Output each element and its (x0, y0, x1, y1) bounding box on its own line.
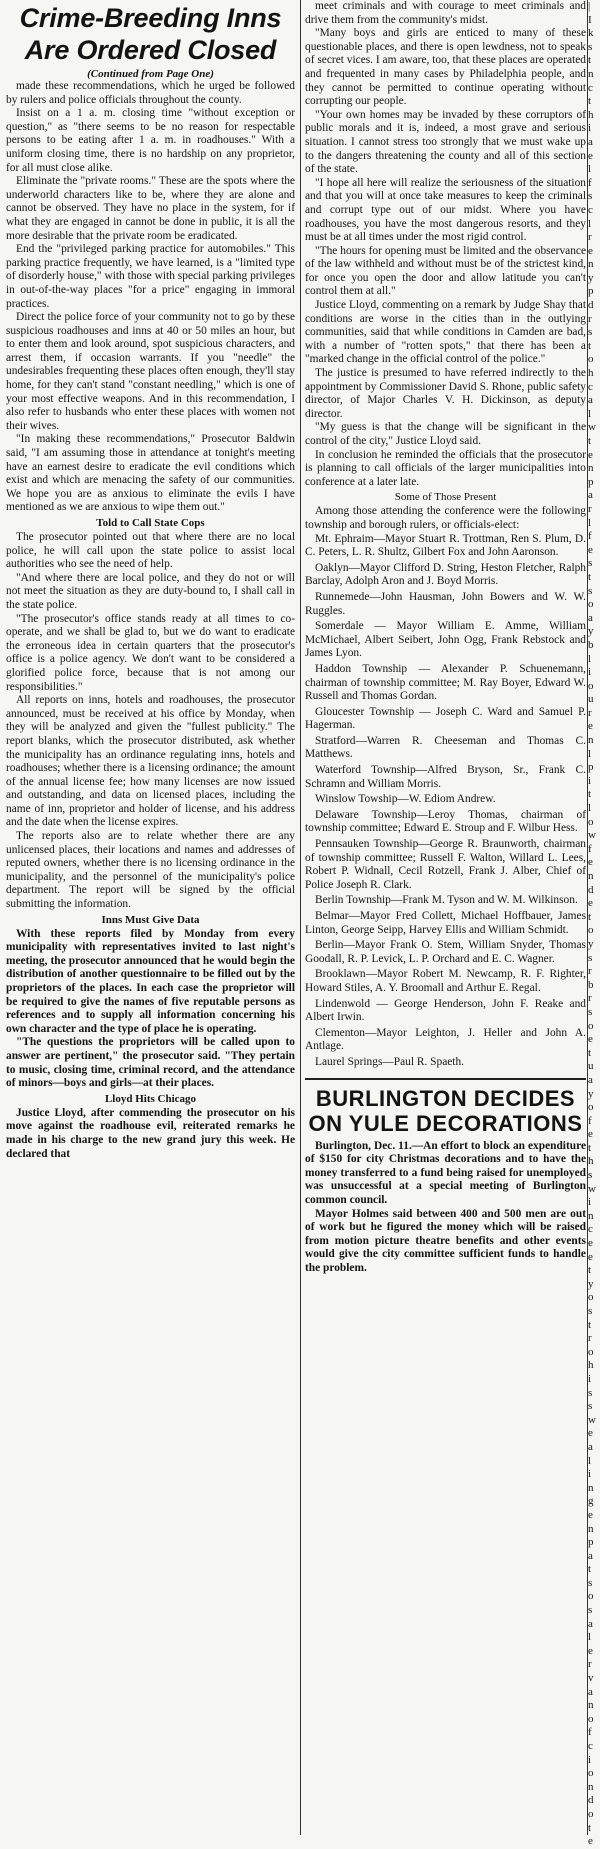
adjacent-letter: c (588, 203, 593, 216)
attendee-entry: Haddon Township — Alexander P. Schuenemann, chairman of township committee; M. Ray Boyer, Edward W. Russell and Thomas Gordan. (305, 662, 586, 703)
adjacent-column-fragment (588, 0, 598, 1848)
adjacent-letter: e (588, 1250, 593, 1263)
article-paragraph: Insist on a 1 a. m. closing time "without exception or question," as "there seems to be no reason for respectable persons to be eating after 1 a. m. in roadhouses." With a uniform closing time, there is no hardship on any proprietor, for all must close alike. (6, 107, 295, 174)
adjacent-letter: | (588, 0, 591, 12)
adjacent-letter: s (588, 1305, 593, 1317)
attendee-entry: Berlin Township—Frank M. Tyson and W. M. Wilkinson. (315, 894, 578, 907)
adjacent-letter: e (588, 543, 593, 556)
adjacent-letter: e (588, 720, 593, 733)
adjacent-letter: a (588, 1617, 593, 1630)
adjacent-letter: o (588, 1712, 594, 1725)
adjacent-letter: s (588, 951, 593, 964)
adjacent-letter: t (588, 1318, 592, 1331)
adjacent-letter: i (588, 666, 592, 679)
adjacent-letter: y (588, 271, 594, 284)
adjacent-letter: t (588, 54, 592, 67)
adjacent-letter: t (588, 1563, 592, 1576)
present-intro: Among those attending the conference were the following township and borough rulers, or officials-elect: (305, 505, 586, 531)
article-paragraph-bold: Justice Lloyd, after commending the prosecutor on his move against the roadhouse evil, reiterated remarks he made in his charge to the new grand jury this week. He declared that (6, 1106, 295, 1160)
attendee-entry: Clementon—Mayor Leighton, J. Heller and John A. Antlage. (305, 1026, 586, 1053)
adjacent-letter: s (588, 190, 593, 203)
adjacent-letter: y (588, 1277, 594, 1290)
adjacent-letter: e (588, 149, 593, 162)
adjacent-letter: t (588, 788, 592, 801)
adjacent-letter: f (588, 1726, 592, 1739)
adjacent-letter: e (588, 1835, 593, 1848)
adjacent-letter: y (588, 1087, 594, 1100)
adjacent-letter: s (588, 1604, 593, 1617)
adjacent-letter: h (588, 367, 594, 380)
left-paragraph-group-2 (6, 531, 295, 912)
adjacent-letter: e (588, 1427, 593, 1440)
continued-note: (Continued from Page One) (87, 68, 214, 80)
adjacent-letter: o (588, 1019, 594, 1032)
adjacent-letter: c (588, 380, 593, 393)
adjacent-letter: t (588, 1821, 592, 1834)
left-paragraph-group (6, 80, 295, 515)
article-paragraph: The justice is presumed to have referred indirectly to the appointment by Commissioner David S. Rhone, public safety director, of Major Charles V. H. Dickinson, as deputy director. (305, 367, 586, 420)
adjacent-letter: n (588, 870, 594, 882)
adjacent-letter: l (588, 802, 592, 815)
attendee-entry: Belmar—Mayor Fred Collett, Michael Hoffbauer, James Linton, George Seipp, Harvey Ellis and William Schmidt. (305, 910, 586, 936)
adjacent-letter: s (588, 1386, 593, 1399)
adjacent-letter: n (588, 1780, 594, 1793)
adjacent-letter: o (588, 1291, 594, 1304)
burlington-paragraph-group (305, 1140, 586, 1276)
left-bold-paragraph-group (6, 928, 295, 1091)
article-paragraph: "Your own homes may be invaded by these corruptors of public morals and it is, indeed, a most grave and serious situation. I cannot stress too strongly that we must wake up to the dangers threatening the county and all of this section of the state. (305, 108, 586, 176)
adjacent-letter: p (588, 761, 594, 774)
adjacent-letter: s (588, 1005, 593, 1018)
adjacent-letter: y (588, 625, 594, 638)
subhead-state-cops: Told to Call State Cops (96, 517, 205, 529)
adjacent-letter: u (588, 693, 594, 706)
adjacent-letter: l (588, 407, 592, 420)
adjacent-letter: v (588, 1672, 594, 1685)
adjacent-letter: n (588, 734, 594, 747)
article-paragraph: Eliminate the "private rooms." These are the spots where the underworld characters like to be, where they are alone and cannot be observed. They have no place in the system, for if what they are engaged in cannot be done in public, it is all the more desirable that the private room be eradicated. (6, 175, 295, 242)
article-paragraph: End the "privileged parking practice for automobiles." This parking practice frequently, we have learned, is a "limited type of disorderly house," with those with special parking privileges in out-of-the-way places "for a price" engaging in immoral practices. (6, 243, 295, 310)
adjacent-letter: a (588, 394, 593, 407)
adjacent-letter: s (588, 326, 593, 339)
attendee-entry: Lindenwold — George Henderson, John F. Reake and Albert Irwin. (305, 997, 586, 1024)
attendee-entry: Berlin—Mayor Frank O. Stem, William Snyder, Thomas Goodall, R. P. Levick, L. P. Orchard and E. C. Wagner. (305, 939, 586, 965)
article-paragraph: "The hours for opening must be limited and the observance of the law withheld and without must be of the strictest kind, for once you open the door and allow latitude you can't control them at all." (305, 244, 586, 298)
adjacent-letter: s (588, 584, 593, 597)
attendee-entry: Runnemede—John Hausman, John Bowers and W. W. Ruggles. (305, 590, 586, 617)
adjacent-letter: o (588, 598, 594, 611)
adjacent-letter: a (588, 1440, 593, 1453)
headline-line-1: Crime-Breeding Inns (19, 3, 282, 33)
article-paragraph: "My guess is that the change will be significant in the control of the city," Justice Lloyd said. (305, 421, 586, 447)
adjacent-letter: w (588, 829, 596, 842)
adjacent-letter: r (588, 502, 592, 515)
middle-column (305, 0, 586, 1275)
adjacent-letter: b (588, 978, 594, 991)
adjacent-letter: r (588, 231, 592, 244)
adjacent-letter: f (588, 530, 592, 543)
adjacent-letter: k (588, 27, 594, 40)
adjacent-letter: a (588, 135, 593, 148)
adjacent-letter: w (588, 1413, 596, 1426)
left-column (6, 0, 295, 1161)
adjacent-letter: l (588, 163, 592, 176)
adjacent-letter: s (588, 1169, 593, 1182)
middle-paragraph-group (305, 0, 586, 489)
adjacent-letter: t (588, 339, 592, 352)
adjacent-letter: e (588, 1237, 593, 1250)
adjacent-letter: l (588, 516, 592, 529)
attendee-entry: Pennsauken Township—George R. Braunworth, chairman of township committee; Russell F. Walton, Willard L. Lees, Robert P. Widnall, Cecil Rotzell, Frank J. Alber, Chief of Police Joseph R. Clark. (305, 838, 586, 891)
adjacent-letter: o (588, 1767, 594, 1780)
adjacent-letter: e (588, 244, 593, 257)
adjacent-letter: a (588, 1073, 593, 1086)
article-paragraph-bold: With these reports filed by Monday from every municipality with representatives invited to last night's meeting, the prosecutor announced that he would begin the distribution of another questionnaire to be filled out by the proprietors of the places. In each case the proprietor will be required to give the names of five reputable persons as references and to supply all information concerning his own character and the type of place he is operating. (6, 927, 295, 1035)
burlington-headline (305, 1086, 586, 1136)
adjacent-column-letters (588, 0, 598, 1849)
adjacent-letter: l (588, 1454, 592, 1467)
adjacent-letter: y (588, 937, 594, 950)
adjacent-letter: i (588, 1753, 592, 1766)
adjacent-letter: o (588, 1807, 594, 1820)
adjacent-letter: t (588, 1264, 592, 1277)
article-paragraph: In conclusion he reminded the officials that the prosecutor is planning to call officials of the larger municipalities into conference at a later late. (305, 448, 586, 488)
adjacent-letter: i (588, 774, 592, 787)
adjacent-letter: n (588, 67, 594, 80)
adjacent-letter: a (588, 489, 593, 502)
attendee-entry: Laurel Springs—Paul R. Spaeth. (315, 1055, 465, 1068)
adjacent-letter: t (588, 95, 592, 108)
adjacent-letter: l (588, 1631, 592, 1644)
adjacent-letter: h (588, 108, 594, 121)
attendee-list (305, 533, 586, 1070)
adjacent-letter: n (588, 1209, 594, 1222)
adjacent-letter: e (588, 897, 593, 910)
adjacent-letter: d (588, 299, 594, 312)
adjacent-letter: i (588, 1196, 592, 1209)
adjacent-letter: r (588, 965, 592, 978)
adjacent-letter: r (588, 1658, 592, 1671)
adjacent-letter: r (588, 312, 592, 325)
adjacent-letter: u (588, 1060, 594, 1073)
attendee-entry: Delaware Township—Leroy Thomas, chairman of township committee; Edward E. Stroup and F. Wilbur Hess. (305, 808, 586, 835)
subhead-lloyd-chicago: Lloyd Hits Chicago (104, 1092, 197, 1105)
column-rule (300, 0, 301, 1835)
adjacent-letter: t (588, 435, 592, 447)
adjacent-letter: s (588, 557, 593, 570)
burlington-paragraph: Mayor Holmes said between 400 and 500 men are out of work but he figured the money which will be raised from motion picture theatre benefits and other events would give the city committee sufficient funds to handle the problem. (305, 1207, 586, 1274)
article-headline (6, 2, 295, 66)
adjacent-letter: i (588, 1372, 592, 1385)
subhead-inns-data: Inns Must Give Data (101, 913, 200, 926)
article-paragraph: "In making these recommendations," Prosecutor Baldwin said, "I am assuming those in attendance at tonight's meeting have an earnest desire to eradicate the evil conditions which exist and which are menacing the safety of our communities. We hope you are as anxious to eliminate the evils I have mentioned as we are anxious to wipe them out." (6, 433, 295, 514)
article-paragraph: All reports on inns, hotels and roadhouses, the prosecutor announced, must be received at his office by Monday, when they will be analyzed and given the "fullest publicity." The report blanks, which the prosecutor distributed, ask whether the municipality has an ordinance regulating inns, hotels and roadhouses; whether there is a licensing ordinance; the amount of the annual license fee; how many licenses are now issued and outstanding, and data on licensed places, including the name of inn, proprietor and holder of license, and his address and the date when the license expires. (6, 694, 295, 829)
adjacent-letter: l (588, 747, 592, 760)
adjacent-letter: o (588, 353, 594, 366)
adjacent-letter: o (588, 815, 594, 828)
adjacent-letter: i (588, 1468, 592, 1481)
adjacent-letter: o (588, 1101, 594, 1114)
adjacent-letter: t (588, 1046, 592, 1059)
article-paragraph: "And where there are local police, and they do not or will not meet the situation as they are duty-bound to, I shall call in the state police. (6, 571, 295, 611)
attendee-entry: Stratford—Warren R. Cheeseman and Thomas C. Matthews. (305, 734, 586, 761)
attendee-entry: Brooklawn—Mayor Robert M. Newcamp, R. F. Righter, Howard Stiles, A. Y. Broomall and Arthur E. Regal. (305, 968, 586, 994)
article-paragraph: Justice Lloyd, commenting on a remark by Judge Shay that conditions are worse in the cities than in the outlying communities, said that while conditions in Camden are bad, with a number of "rotten spots," that there has been a "marked change in the official control of the police." (305, 299, 586, 366)
adjacent-letter: e (588, 1508, 593, 1521)
attendee-entry: Waterford Township—Alfred Bryson, Sr., Frank C. Schramn and William Morris. (305, 764, 586, 790)
adjacent-letter: a (588, 611, 593, 624)
adjacent-letter: o (588, 924, 594, 937)
burlington-paragraph: Burlington, Dec. 11.—An effort to block an expenditure of $150 for city Christmas decorations and to have the money transferred to a fund being raised for unemployed was unsuccessful at a special meeting of Burlington common council. (305, 1139, 586, 1206)
adjacent-letter: e (588, 1128, 593, 1141)
adjacent-letter: s (588, 1400, 593, 1413)
adjacent-letter: o (588, 679, 594, 692)
adjacent-letter: s (588, 40, 593, 53)
attendee-entry: Winslow Towship—W. Ediom Andrew. (315, 793, 496, 806)
adjacent-letter: c (588, 1740, 593, 1752)
adjacent-letter: s (588, 1576, 593, 1589)
adjacent-letter: I (588, 13, 592, 26)
article-paragraph: made these recommendations, which he urged be followed by rulers and police officials throughout the county. (6, 80, 295, 106)
article-paragraph: meet criminals and with courage to meet criminals and drive them from the community's midst. (305, 0, 586, 26)
attendee-entry: Gloucester Township — Joseph C. Ward and Samuel P. Hagerman. (305, 705, 586, 732)
adjacent-letter: n (588, 1699, 594, 1712)
adjacent-letter: f (588, 176, 592, 189)
article-divider (305, 1078, 586, 1080)
adjacent-letter: o (588, 1590, 594, 1603)
adjacent-letter: t (588, 910, 592, 923)
adjacent-letter: n (588, 1522, 594, 1535)
adjacent-letter: r (588, 706, 592, 719)
article-paragraph: "The prosecutor's office stands ready at all times to co-operate, and we shall be glad to, but we do want to eradicate the erroneous idea in certain quarters that the prosecutor's office is a police agency. We don't want to be considered a glorified police force, because that is not among our responsibilities." (6, 612, 295, 693)
adjacent-letter: d (588, 883, 594, 896)
adjacent-letter: b (588, 638, 594, 651)
adjacent-letter: w (588, 1182, 596, 1195)
adjacent-letter: l (588, 652, 592, 665)
adjacent-letter: h (588, 1359, 594, 1372)
article-paragraph: The prosecutor pointed out that where there are no local police, he will call upon the state police to assist local authorities who see the need of help. (6, 531, 295, 571)
newspaper-page (6, 0, 596, 1848)
burlington-headline-line-1: BURLINGTON DECIDES (315, 1085, 576, 1111)
adjacent-letter: t (588, 570, 592, 583)
article-paragraph: "I hope all here will realize the seriousness of the situation and that you will at once take measures to keep the criminal and corrupt type out of our midst. Where you have roadhouses, you have the most dangerous resorts, and they must be at all times under the most rigid control. (305, 176, 586, 244)
article-paragraph: "Many boys and girls are enticed to many of these questionable places, and there is open lewdness, not to speak of secret vices. I am aware, too, that these places are operated and frequented in many cases by Philadelphia people, and they cannot be permitted to continue operating without corrupting our people. (305, 27, 586, 108)
attendee-entry: Somerdale — Mayor William E. Amme, William McMichael, Albert Seibert, John Ogg, Frank Rebstock and James Lyon. (305, 620, 586, 660)
attendee-entry: Oaklyn—Mayor Clifford D. String, Heston Fletcher, Ralph Barclay, Adolph Aron and J. Boyd Morris. (305, 561, 586, 588)
adjacent-letter: e (588, 1644, 593, 1657)
adjacent-letter: r (588, 1332, 592, 1345)
adjacent-letter: p (588, 285, 594, 298)
adjacent-letter: t (588, 1141, 592, 1154)
adjacent-letter: e (588, 856, 593, 869)
adjacent-letter: e (588, 448, 593, 461)
attendee-entry: Mt. Ephraim—Mayor Stuart R. Trottman, Ren S. Plum, D. C. Peters, L. R. Shultz, Gilbert Fox and John Aaronson. (305, 532, 586, 559)
article-paragraph: Direct the police force of your community not to go by these suspicious roadhouses and inns at 40 or 50 miles an hour, but to enter them and look around, spot suspicious characters, and arrest them, if occasion warrants. If you "needle" the undesirables frequenting these places often enough, they'll stay home, for they can't stand "constant needling," which is one of your most effective weapons. And in this recommendation, I also refer to husbands who enter these places with women not their wives. (6, 311, 295, 432)
adjacent-letter: p (588, 1536, 594, 1549)
adjacent-letter: e (588, 1033, 593, 1046)
burlington-headline-line-2: ON YULE DECORATIONS (308, 1110, 583, 1136)
adjacent-letter: g (588, 1495, 594, 1508)
adjacent-letter: f (588, 842, 592, 855)
adjacent-letter: n (588, 258, 594, 271)
adjacent-letter: h (588, 1155, 594, 1168)
article-paragraph: The reports also are to relate whether there are any unlicensed places, their locations and names and addresses of reputed owners, whether there is no licensing ordinance in the municipality, and the personnel of the municipality's police department. The report will be signed by the official submitting the information. (6, 830, 295, 911)
adjacent-letter: d (588, 1794, 594, 1807)
adjacent-letter: n (588, 1481, 594, 1494)
left-bold-paragraph-group-2 (6, 1107, 295, 1161)
adjacent-letter: f (588, 1114, 592, 1127)
adjacent-letter: w (588, 421, 596, 434)
headline-line-2: Are Ordered Closed (24, 35, 277, 65)
adjacent-letter: n (588, 462, 594, 475)
adjacent-letter: i (588, 122, 592, 135)
subhead-those-present: Some of Those Present (394, 491, 497, 504)
adjacent-letter: r (588, 992, 592, 1005)
adjacent-letter: a (588, 1549, 593, 1562)
adjacent-letter: p (588, 475, 594, 488)
adjacent-letter: l (588, 217, 592, 230)
adjacent-letter: a (588, 1685, 593, 1698)
article-paragraph-bold: "The questions the proprietors will be called upon to answer are pertinent," the prosecutor said. "They pertain to music, closing time, criminal record, and the attendance of minors—boys and girls—at their places. (6, 1036, 295, 1090)
adjacent-letter: c (588, 1223, 593, 1236)
adjacent-letter: c (588, 81, 593, 94)
adjacent-letter: o (588, 1345, 594, 1358)
